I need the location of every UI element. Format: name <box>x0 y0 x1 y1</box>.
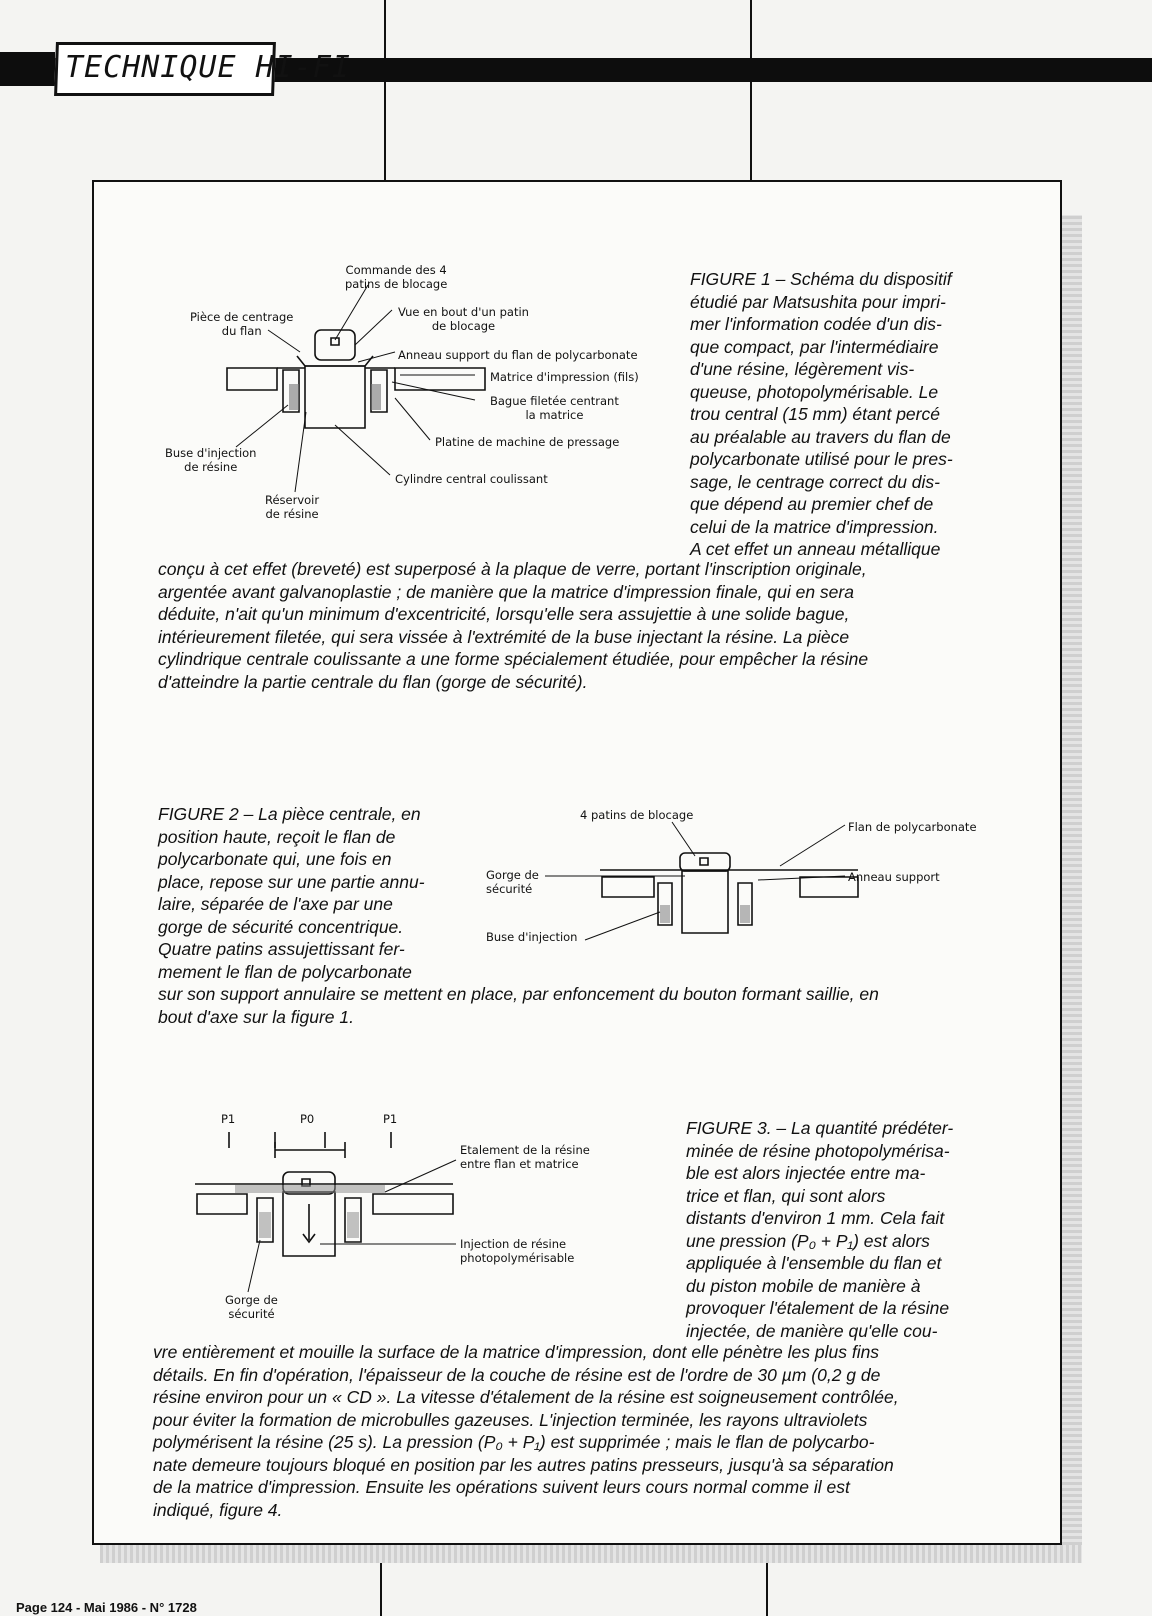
body-line: résine environ pour un « CD ». La vitesse d'étalement de la résine est soigneusement contrôlée, <box>153 1387 899 1407</box>
caption-line: polycarbonate utilisé pour le pres- <box>690 449 953 469</box>
fig1-label-reservoir: Réservoir de résine <box>265 493 320 521</box>
caption-line: FIGURE 2 – La pièce centrale, en <box>158 804 421 824</box>
caption-line: place, repose sur une partie annu- <box>158 871 425 892</box>
fig1-label-cylindre: Cylindre central coulissant <box>395 472 548 486</box>
caption-line: que dépend au premier chef de <box>690 494 934 514</box>
body-line: indiqué, figure 4. <box>153 1499 283 1520</box>
caption-line: appliquée à l'ensemble du flan et <box>686 1253 942 1273</box>
fig1-label-bague: Bague filetée centrant la matrice <box>490 394 619 422</box>
caption-line: celui de la matrice d'impression. <box>690 516 939 537</box>
caption-line: gorge de sécurité concentrique. <box>158 916 404 937</box>
fig2-label-buse: Buse d'injection <box>486 930 578 944</box>
fig3-label-p1-right: P1 <box>383 1112 398 1126</box>
body-line: d'atteindre la partie centrale du flan (gorge de sécurité). <box>158 671 588 692</box>
caption-line: minée de résine photopolymérisa- <box>686 1140 950 1161</box>
fig1-label-commande: Commande des 4 patins de blocage <box>345 263 448 291</box>
body-line: nate demeure toujours bloqué en position par les autres patins presseurs, jusqu'à sa séparation <box>153 1454 894 1475</box>
fig1-label-buse: Buse d'injection de résine <box>165 446 257 474</box>
body-line: argentée avant galvanoplastie ; de manière que la matrice d'impression finale, qui en sera <box>158 581 854 602</box>
fig1-label-vue-bout: Vue en bout d'un patin de blocage <box>398 305 529 333</box>
figure3-continuation <box>153 1341 1023 1521</box>
caption-line: que compact, par l'intermédiaire <box>690 336 939 357</box>
body-line: vre entièrement et mouille la surface de la matrice d'impression, dont elle pénètre les plus fins <box>153 1342 880 1362</box>
caption-line: FIGURE 1 – Schéma du dispositif <box>690 269 952 289</box>
body-line: déduite, n'ait qu'un minimum d'excentricité, lorsqu'elle sera assujettie à une solide bague, <box>158 604 850 624</box>
fig3-label-p0: P0 <box>300 1112 315 1126</box>
figure3-caption <box>686 1117 1016 1342</box>
fig1-label-piece-centrage: Pièce de centrage du flan <box>190 310 294 338</box>
caption-line: une pression (P₀ + P₁) est alors <box>686 1230 930 1251</box>
fig2-label-flan: Flan de polycarbonate <box>848 820 977 834</box>
caption-line: A cet effet un anneau métallique <box>690 539 941 559</box>
caption-line: du piston mobile de manière à <box>686 1275 921 1296</box>
caption-line: queuse, photopolymérisable. Le <box>690 381 939 402</box>
frame-shadow-bottom <box>100 1545 1082 1563</box>
section-title: TECHNIQUE HI-FI <box>65 50 351 85</box>
fig2-label-anneau: Anneau support <box>848 870 940 884</box>
fig3-label-injection: Injection de résine photopolymérisable <box>460 1237 575 1265</box>
caption-line: provoquer l'étalement de la résine <box>686 1298 950 1318</box>
body-line: détails. En fin d'opération, l'épaisseur de la couche de résine est de l'ordre de 30 µm (0,2 g de <box>153 1364 881 1385</box>
caption-line: FIGURE 3. – La quantité prédéter- <box>686 1118 954 1138</box>
body-line: cylindrique centrale coulissante a une forme spécialement étudiée, pour empêcher la résine <box>158 649 869 669</box>
caption-line: injectée, de manière qu'elle cou- <box>686 1320 938 1341</box>
fig2-label-patins: 4 patins de blocage <box>580 808 694 822</box>
caption-line: sage, le centrage correct du dis- <box>690 471 940 492</box>
caption-line: Quatre patins assujettissant fer- <box>158 939 405 959</box>
body-line: bout d'axe sur la figure 1. <box>158 1006 354 1027</box>
fig1-label-anneau: Anneau support du flan de polycarbonate <box>398 348 638 362</box>
caption-line: trou central (15 mm) étant percé <box>690 404 940 424</box>
fig3-label-gorge: Gorge de sécurité <box>225 1293 278 1321</box>
fig1-label-platine: Platine de machine de pressage <box>435 435 620 449</box>
caption-line: étudié par Matsushita pour impri- <box>690 291 946 312</box>
fig3-label-etalement: Etalement de la résine entre flan et matrice <box>460 1143 590 1171</box>
body-line: de la matrice d'impression. Ensuite les opérations suivent leurs cours normal comme il est <box>153 1477 850 1497</box>
caption-line: ble est alors injectée entre ma- <box>686 1163 926 1183</box>
caption-line: position haute, reçoit le flan de <box>158 826 396 847</box>
caption-line: mer l'information codée d'un dis- <box>690 314 942 334</box>
caption-line: distants d'environ 1 mm. Cela fait <box>686 1208 945 1228</box>
body-line: intérieurement filetée, qui sera vissée à l'extrémité de la buse injectant la résine. La pièce <box>158 626 850 647</box>
caption-line: au préalable au travers du flan de <box>690 426 951 447</box>
page-footer: Page 124 - Mai 1986 - N° 1728 <box>16 1600 197 1615</box>
caption-line: mement le flan de polycarbonate <box>158 961 412 982</box>
body-line: conçu à cet effet (breveté) est superposé à la plaque de verre, portant l'inscription originale, <box>158 559 867 579</box>
caption-line: polycarbonate qui, une fois en <box>158 849 392 869</box>
caption-line: laire, séparée de l'axe par une <box>158 894 393 914</box>
fig1-label-matrice: Matrice d'impression (fils) <box>490 370 639 384</box>
fig2-label-gorge: Gorge de sécurité <box>486 868 539 896</box>
fig3-label-p1-left: P1 <box>221 1112 236 1126</box>
caption-line: trice et flan, qui sont alors <box>686 1185 886 1206</box>
body-line: sur son support annulaire se mettent en place, par enfoncement du bouton formant saillie, en <box>158 984 879 1004</box>
caption-line: d'une résine, légèrement vis- <box>690 359 915 379</box>
body-line: polymérisent la résine (25 s). La pression (P₀ + P₁) est supprimée ; mais le flan de polycarbo- <box>153 1432 875 1452</box>
body-line: pour éviter la formation de microbulles gazeuses. L'injection terminée, les rayons ultraviolets <box>153 1409 868 1430</box>
